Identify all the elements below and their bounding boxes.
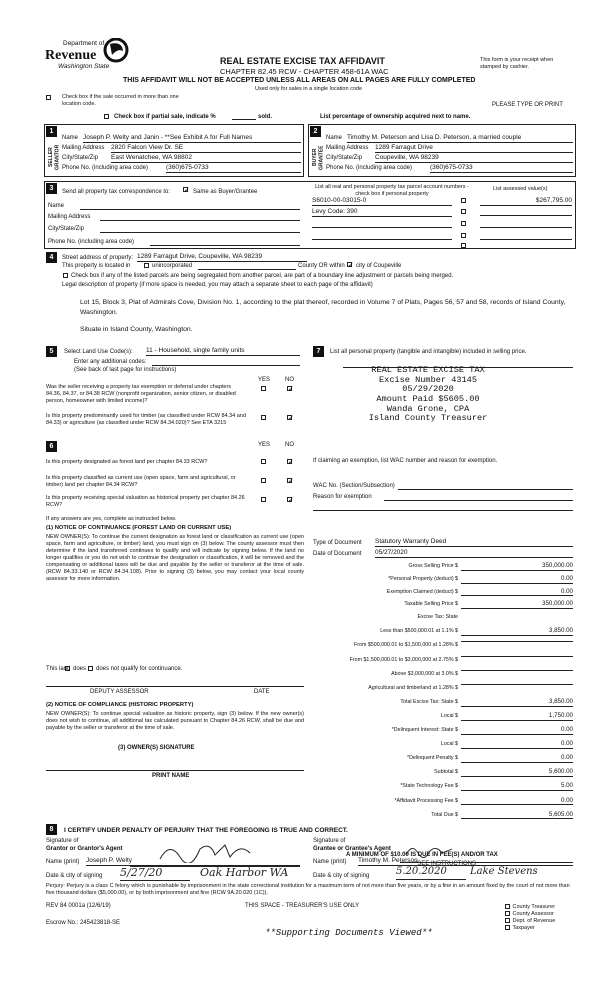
calc-label: Gross Selling Price $ <box>408 563 458 569</box>
escrow-number: Escrow No.: 245423818-SE <box>46 920 121 926</box>
doc-date[interactable]: 05/27/2020 <box>375 549 573 558</box>
situate-label: Situate in Island County, Washington. <box>80 326 193 333</box>
calc-label: *Affidavit Processing Fee $ <box>394 797 458 804</box>
exemption-label: If claiming an exemption, list WAC number and reason for exemption. <box>313 458 498 464</box>
unincorporated-label: unincorporated <box>152 263 193 269</box>
located-in-label: This property is located in <box>62 263 131 269</box>
grantor-name[interactable]: Joseph P. Welty <box>86 857 300 866</box>
grantee-name[interactable]: Timothy M. Peterson <box>358 857 573 866</box>
does-not-label: does not qualify for continuance. <box>96 666 183 672</box>
see-back-note: (See back of last page for instructions) <box>74 367 177 373</box>
land-use-label: Select Land Use Code(s): <box>64 349 133 355</box>
street-label: Street address of property: <box>62 255 134 261</box>
grantee-date-label: Date & city of signing <box>313 873 370 879</box>
copy-item-label: County Treasurer <box>512 904 556 910</box>
s6-question-3: Is this property receiving special valuation as historical property per chapter 84.26 RCW? <box>46 495 245 508</box>
parcel-number-3[interactable] <box>312 227 452 228</box>
calc-label: *Delinquent Interest: State $ <box>391 727 458 733</box>
calc-value[interactable]: 0.00 <box>461 726 573 735</box>
seller-city[interactable]: East Wenatchee, WA 98802 <box>111 154 301 163</box>
grantee-date[interactable]: 5.20.2020 <box>396 866 466 880</box>
levy-checkbox[interactable] <box>460 209 467 217</box>
certify-statement: I CERTIFY UNDER PENALTY OF PERJURY THAT THE FOREGOING IS TRUE AND CORRECT. <box>64 827 348 834</box>
county-field[interactable] <box>198 269 296 270</box>
corr-phone-field[interactable] <box>150 245 300 246</box>
copy-item-label: County Assessor <box>512 911 554 917</box>
doc-date-label: Date of Document <box>313 551 362 557</box>
multi-location-label: Check box if the sale occurred in more than one location code. <box>62 94 179 107</box>
calc-label: Taxable Selling Price $ <box>404 601 458 608</box>
dept-line: Department of <box>63 40 105 47</box>
s6-q2-yes-checkbox[interactable] <box>260 478 267 486</box>
buyer-city[interactable]: Coupeville, WA 98239 <box>375 154 573 163</box>
s6-question-2: Is this property classified as current use (open space, farm and agricultural, or timber) land per chapter 84.34 RCW? <box>46 475 236 488</box>
s5-q1-yes-checkbox[interactable] <box>260 386 267 394</box>
calc-label: Above $3,000,000 at 3.0% $ <box>391 670 458 677</box>
minimum-note: A MINIMUM OF $10.00 IS DUE IN FEE(S) AND/OR TAX <box>346 852 498 858</box>
parcel-header: List all real and personal property tax parcel account numbers - check box if personal property <box>315 184 469 197</box>
form-chapter: CHAPTER 82.45 RCW - CHAPTER 458-61A WAC <box>220 67 389 76</box>
partial-sale-label: Check box if partial sale, indicate % <box>114 114 216 120</box>
s5-q2-no-checkbox[interactable]: ✓ <box>288 415 294 422</box>
buyer-section-number: 2 <box>310 126 321 137</box>
land-use-code[interactable]: 11 - Household, single family units <box>146 347 300 356</box>
calc-label: Local $ <box>440 712 458 719</box>
wac-field[interactable] <box>398 489 573 490</box>
corr-address-field[interactable] <box>100 220 300 221</box>
copy-item[interactable] <box>504 918 555 925</box>
personal-property-section-number: 7 <box>313 346 324 357</box>
buyer-phone-label: Phone No. (including area code) <box>326 165 413 171</box>
does-checkbox[interactable] <box>64 666 71 674</box>
print-name-label: PRINT NAME <box>152 773 190 779</box>
form-revision: REV 84 0001a (12/6/19) <box>46 903 111 909</box>
correspondence-section-number: 3 <box>46 183 57 194</box>
calc-label: Exemption Claimed (deduct) $ <box>386 588 458 595</box>
city-checkbox[interactable]: ✓ <box>348 262 354 269</box>
calc-value[interactable] <box>461 656 573 657</box>
seller-name[interactable]: Joseph P. Welty and Janin - **See Exhibit A for Full Names <box>83 134 301 143</box>
seller-section-number: 1 <box>46 126 57 137</box>
see-instructions: *SEE INSTRUCTIONS <box>415 861 477 867</box>
notice2-title: (2) NOTICE OF COMPLIANCE (HISTORIC PROPERTY) <box>46 702 194 708</box>
reason-field[interactable] <box>384 500 573 501</box>
parcel-number-4[interactable] <box>312 239 452 240</box>
calc-value[interactable]: 0.00 <box>461 740 573 749</box>
city-of-label: city of Coupeville <box>356 263 402 269</box>
corr-name-label: Name <box>48 203 65 209</box>
form-title: REAL ESTATE EXCISE TAX AFFIDAVIT <box>220 56 385 66</box>
assessed-value[interactable]: $267,795.00 <box>480 197 572 206</box>
partial-sale-checkbox[interactable] <box>103 114 110 122</box>
property-section-number: 4 <box>46 252 57 263</box>
calc-label: *State Technology Fee $ <box>400 783 458 790</box>
assessed-value-3[interactable] <box>480 227 572 228</box>
calc-label: Total Excise Tax: State $ <box>400 698 458 705</box>
buyer-city-label: City/State/Zip <box>326 155 363 161</box>
does-label: does <box>73 666 87 672</box>
deputy-date-label: DATE <box>254 689 270 695</box>
corr-name-field[interactable] <box>80 209 300 210</box>
corr-phone-label: Phone No. (including area code) <box>48 239 135 245</box>
county-or-within-label: County OR within <box>298 263 345 269</box>
stamp-line-1: REAL ESTATE EXCISE TAX <box>371 365 485 375</box>
calc-label: *Personal Property (deduct) $ <box>388 575 458 582</box>
calc-label: Less than $500,000.01 at 1.1% $ <box>380 628 458 635</box>
s6-q1-no-checkbox[interactable]: ✓ <box>288 459 294 466</box>
correspondence-label: Send all property tax correspondence to: <box>62 189 171 195</box>
state-name: Washington State <box>58 63 110 70</box>
seller-phone[interactable]: (360)675-0733 <box>166 164 301 173</box>
calc-value[interactable]: 0.00 <box>461 797 573 806</box>
grantor-name-label: Name (print) <box>46 859 80 865</box>
assessed-value-2[interactable] <box>480 215 572 216</box>
buyer-tag: BUYER GRANTEE <box>312 145 325 170</box>
segregation-checkbox[interactable] <box>62 273 69 281</box>
calc-value[interactable]: 1,750.00 <box>461 712 573 721</box>
additional-codes-label: Enter any additional codes: <box>74 359 147 365</box>
calc-value[interactable]: 0.00 <box>461 575 573 584</box>
treasurer-use-label: THIS SPACE - TREASURER'S USE ONLY <box>245 903 360 909</box>
grantor-agent-label: Grantor or Grantor's Agent <box>46 846 123 852</box>
assessed-header: List assessed value(s) <box>493 186 548 192</box>
stamp-line-3: 05/29/2020 <box>402 384 454 395</box>
calc-value[interactable]: 0.00 <box>461 754 573 763</box>
copy-item[interactable] <box>504 925 555 932</box>
calc-label: Excise Tax: State <box>417 614 458 621</box>
seller-name-label: Name <box>62 135 79 141</box>
treasurer-stamp <box>348 366 508 424</box>
street-address[interactable]: 1289 Farragut Drive, Coupeville, WA 98239 <box>137 253 307 262</box>
percentage-owner-note: List percentage of ownership acquired next to name. <box>320 114 471 120</box>
s5-yes-header: YES <box>258 377 271 383</box>
corr-address-label: Mailing Address <box>48 214 91 220</box>
stamp-line-5: Wanda Grone, CPA <box>386 403 470 414</box>
calc-value[interactable]: 3,850.00 <box>461 698 573 707</box>
receipt-note: This form is your receipt when stamped by cashier. <box>480 57 554 70</box>
copy-distribution <box>504 904 555 932</box>
grantor-city[interactable]: Oak Harbor WA <box>200 866 289 879</box>
calc-value[interactable]: 3,850.00 <box>461 627 573 636</box>
parcel-checkbox[interactable] <box>460 198 467 206</box>
certification-section-number: 8 <box>46 824 57 835</box>
calc-value[interactable]: 5,605.00 <box>461 811 573 820</box>
buyer-address[interactable]: 1289 Farragut Drive <box>375 144 573 153</box>
s5-no-header: NO <box>285 377 294 383</box>
s5-q1-no-checkbox[interactable]: ✓ <box>288 386 294 393</box>
calc-label: Local $ <box>440 741 458 748</box>
partial-sale-percent[interactable] <box>232 119 256 120</box>
form-warning: THIS AFFIDAVIT WILL NOT BE ACCEPTED UNLESS ALL AREAS ON ALL PAGES ARE FULLY COMPLETED <box>123 77 476 84</box>
doc-type[interactable]: Statutory Warranty Deed <box>375 538 573 547</box>
corr-city-field[interactable] <box>100 232 300 233</box>
stamp-line-6: Island County Treasurer <box>368 413 488 424</box>
s6-q1-yes-checkbox[interactable] <box>260 459 267 467</box>
owner-signature-line[interactable] <box>46 770 304 771</box>
calc-label: Total Due $ <box>431 811 458 818</box>
buyer-address-label: Mailing Address <box>326 145 369 151</box>
print-note: PLEASE TYPE OR PRINT <box>492 102 563 108</box>
parcel-3-checkbox[interactable] <box>460 221 467 229</box>
calc-label: From $500,000.01 to $1,500,000 at 1.28% $ <box>354 642 458 649</box>
same-as-buyer-checkbox[interactable]: ✓ <box>184 187 190 194</box>
personal-property-label: List all personal property (tangible and intangible) included in selling price. <box>330 349 527 355</box>
s6-q3-no-checkbox[interactable]: ✓ <box>288 497 294 504</box>
does-not-checkbox[interactable] <box>87 666 94 674</box>
s5-q2-yes-checkbox[interactable] <box>260 415 267 423</box>
deputy-assessor-label: DEPUTY ASSESSOR <box>90 689 149 695</box>
levy-code[interactable]: Levy Code: 390 <box>312 208 452 217</box>
grantee-agent-label: Grantee or Grantee's Agent <box>313 846 391 852</box>
deputy-assessor-line[interactable] <box>46 686 304 687</box>
s6-q2-no-checkbox[interactable]: ✓ <box>288 478 294 485</box>
reason-label: Reason for exemption <box>313 494 372 500</box>
parcel-5-checkbox[interactable] <box>460 243 467 251</box>
legal-label: Legal description of property (if more space is needed, you may attach a separate sheet to each page of the affidavit) <box>62 282 373 288</box>
copy-item[interactable] <box>504 911 555 918</box>
supporting-docs-note: **Supporting Documents Viewed** <box>265 928 433 938</box>
calc-label: Subtotal $ <box>434 769 458 776</box>
reason-field-2[interactable] <box>313 510 573 511</box>
notice2-text: NEW OWNER(S): To continue special valuation as historic property, sign (3) below. If the new owner(s) does not wish to continue, all additional tax calculated pursuant to Chapter 84.26 RCW, shall be due and payable by the seller or transferor at the time of sale. <box>46 711 304 732</box>
grantor-date-label: Date & city of signing <box>46 873 103 879</box>
unincorporated-checkbox[interactable] <box>143 263 150 271</box>
sold-label: sold. <box>258 114 273 120</box>
seller-phone-label: Phone No. (including area code) <box>62 165 149 171</box>
stamp-line-4: Amount Paid $5605.00 <box>376 393 480 404</box>
same-as-buyer-label: Same as Buyer/Grantee <box>193 189 258 195</box>
calc-label: Agricultural and timberland at 1.28% $ <box>368 684 458 691</box>
calc-value[interactable] <box>461 641 573 642</box>
parcel-number[interactable]: S6010-00-03015-0 <box>312 197 452 206</box>
buyer-name[interactable]: Timothy M. Peterson and Lisa D. Peterson, a married couple <box>347 134 573 143</box>
calc-value[interactable] <box>461 670 573 671</box>
corr-city-label: City/State/Zip <box>48 226 85 232</box>
seller-tag: SELLER GRANTOR <box>48 144 61 171</box>
agency-name: Revenue <box>45 48 97 63</box>
seller-address-label: Mailing Address <box>62 145 105 151</box>
qualify-label: This land <box>46 666 71 672</box>
owner-signature-label: (3) OWNER(S) SIGNATURE <box>118 745 195 751</box>
segregation-label: Check box if any of the listed parcels are being segregated from another parcel, are part of a boundary line adjustment or parcels being merged. <box>71 273 454 279</box>
seller-address[interactable]: 2820 Falcon View Dr. SE <box>111 144 301 153</box>
grantee-city[interactable]: Lake Stevens <box>470 866 538 877</box>
perjury-note: Perjury: Perjury is a class C felony which is punishable by imprisonment in the state correctional institution for a maximum term of not more than five years, or by a fine in an amount fixed by the court of not more than five thousand dollars ($5,000.00), or by both imprisonment and fine (RCW 9A.20.020 (1C)). <box>46 883 570 896</box>
s6-yes-header: YES <box>258 442 271 448</box>
buyer-phone[interactable]: (360)675-0733 <box>430 164 573 173</box>
copy-item-label: Taxpayer <box>512 925 535 931</box>
calc-label: *Delinquent Penalty $ <box>407 755 458 762</box>
seller-city-label: City/State/Zip <box>62 155 99 161</box>
calc-value[interactable]: 5.00 <box>461 782 573 791</box>
additional-codes-field[interactable] <box>152 365 300 366</box>
if-yes-note: If any answers are yes, complete as instructed below. <box>46 516 177 522</box>
calc-value[interactable] <box>461 684 573 685</box>
s6-no-header: NO <box>285 442 294 448</box>
copy-item[interactable] <box>504 904 555 911</box>
s6-q3-yes-checkbox[interactable] <box>260 497 267 505</box>
grantor-sig-label: Signature of <box>46 838 79 844</box>
copy-item-label: Dept. of Revenue <box>512 918 556 924</box>
s5-question-2: Is this property predominantly used for timber (as classified under RCW 84.34 and 84.33) or agriculture (as classified under RCW 84.34.020)? See ETA 3215 <box>46 413 246 426</box>
calc-value[interactable]: 5,600.00 <box>461 768 573 777</box>
s5-question-1: Was the seller receiving a property tax exemption or deferral under chapters 84.36, 84.37, or 84.38 RCW (nonprofit organization, senior citizen, or disabled person, homeowner with limited income)? <box>46 384 236 404</box>
grantee-name-label: Name (print) <box>313 859 347 865</box>
s6-question-1: Is this property designated as forest land per chapter 84.33 RCW? <box>46 459 208 465</box>
grantee-sig-label: Signature of <box>313 838 346 844</box>
assessed-value-4[interactable] <box>480 239 572 240</box>
calc-value[interactable]: 350,000.00 <box>461 600 573 609</box>
parcel-4-checkbox[interactable] <box>460 233 467 241</box>
multi-location-checkbox[interactable] <box>45 95 52 103</box>
stamp-line-2: Excise Number 43145 <box>379 374 477 385</box>
calc-value[interactable]: 350,000.00 <box>461 562 573 571</box>
usage-note: Used only for sales in a single location code <box>255 86 363 92</box>
forest-section-number: 6 <box>46 441 57 452</box>
legal-description: Lot 15, Block 3, Plat of Admirals Cove, Division No. 1, according to the plat thereof, recorded in Volume 7 of Plats, Pages 56, 57 and 58, records of Island County, Washington. <box>80 299 566 316</box>
grantor-date[interactable]: 5/27/20 <box>120 866 190 881</box>
notice1-title: (1) NOTICE OF CONTINUANCE (FOREST LAND OR CURRENT USE) <box>46 525 232 531</box>
calc-label: From $1,500,000.01 to $3,000,000 at 2.75% $ <box>349 656 458 663</box>
calc-value[interactable]: 0.00 <box>461 588 573 597</box>
doc-type-label: Type of Document <box>313 540 362 546</box>
notice1-text: NEW OWNER(S): To continue the current designation as forest land or classification as current use (open space, farm and agriculture, or timber) land, you must sign on (3) below. The county assessor must then determine if the land transferred continues to qualify and will indicate by signing below. If the land no longer qualifies or you do not wish to continue the designation or classification, it will be removed and the compensating or additional taxes will be due and payable by the seller or transferor at the time of sale. (RCW 84.33.140 or RCW 84.34.108). Prior to signing (3) below, you may contact your local county assessor for more information. <box>46 534 304 583</box>
buyer-name-label: Name <box>326 135 343 141</box>
wac-label: WAC No. (Section/Subsection) <box>313 483 395 489</box>
land-use-section-number: 5 <box>46 346 57 357</box>
